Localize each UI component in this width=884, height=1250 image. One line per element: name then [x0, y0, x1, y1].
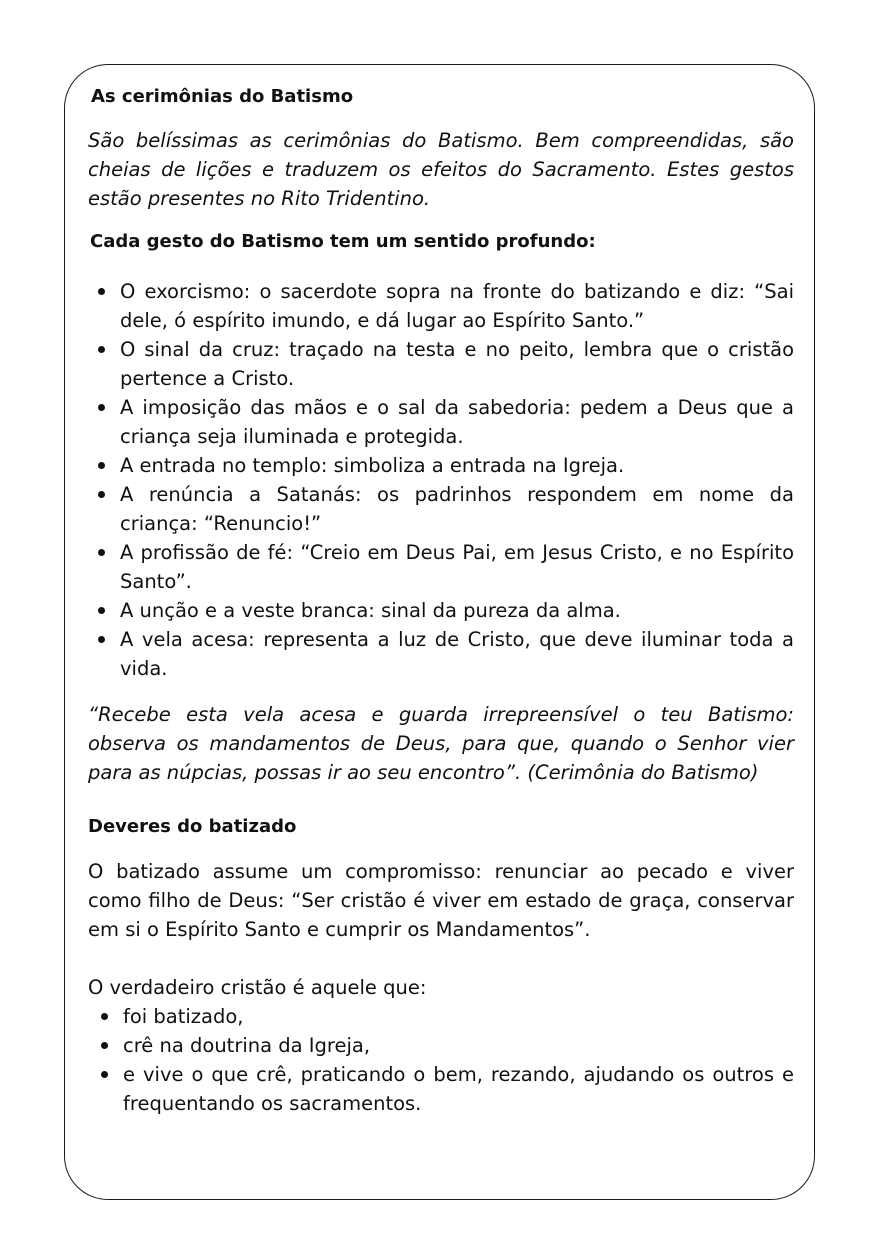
duties-paragraph: O batizado assume um compromisso: renunciar ao pecado e viver como filho de Deus: “Ser cristão é viver em estado de graça, conservar em si o Espírito Santo e cumprir os Mandamentos”. — [88, 860, 794, 941]
list-item: A renúncia a Satanás: os padrinhos respondem em nome da criança: “Renuncio!” — [88, 480, 794, 538]
list-item: crê na doutrina da Igreja, — [88, 1031, 794, 1060]
section-title-duties: Deveres do batizado — [88, 816, 297, 837]
list-item: O sinal da cruz: traçado na testa e no peito, lembra que o cristão pertence a Cristo. — [88, 335, 794, 393]
ceremony-quote: “Recebe esta vela acesa e guarda irrepreensível o teu Batismo: observa os mandamentos de Deus, para que, quando o Senhor vier para as núpcias, possas ir ao seu encontro”. (Cerimônia do Batismo) — [88, 703, 794, 784]
list-item: A imposição das mãos e o sal da sabedoria: pedem a Deus que a criança seja iluminada e protegida. — [88, 393, 794, 451]
list-item: A vela acesa: representa a luz de Cristo, que deve iluminar toda a vida. — [88, 625, 794, 683]
list-item: A entrada no templo: simboliza a entrada na Igreja. — [88, 451, 794, 480]
list-item: e vive o que crê, praticando o bem, rezando, ajudando os outros e frequentando os sacramentos. — [88, 1060, 794, 1118]
list-item: A unção e a veste branca: sinal da pureza da alma. — [88, 596, 794, 625]
section-title-gestures: Cada gesto do Batismo tem um sentido profundo: — [90, 231, 596, 252]
gestures-list — [88, 277, 794, 683]
list-item: foi batizado, — [88, 1002, 794, 1031]
list-item: A profissão de fé: “Creio em Deus Pai, em Jesus Cristo, e no Espírito Santo”. — [88, 538, 794, 596]
intro-paragraph: São belíssimas as cerimônias do Batismo. Bem compreendidas, são cheias de lições e traduzem os efeitos do Sacramento. Estes gestos estão presentes no Rito Tridentino. — [88, 129, 794, 210]
section-title-ceremonies: As cerimônias do Batismo — [91, 86, 354, 107]
duties-list — [88, 1002, 794, 1118]
duties-lead: O verdadeiro cristão é aquele que: — [88, 976, 427, 999]
list-item: O exorcismo: o sacerdote sopra na fronte do batizando e diz: “Sai dele, ó espírito imundo, e dá lugar ao Espírito Santo.” — [88, 277, 794, 335]
document-content — [88, 84, 794, 1118]
